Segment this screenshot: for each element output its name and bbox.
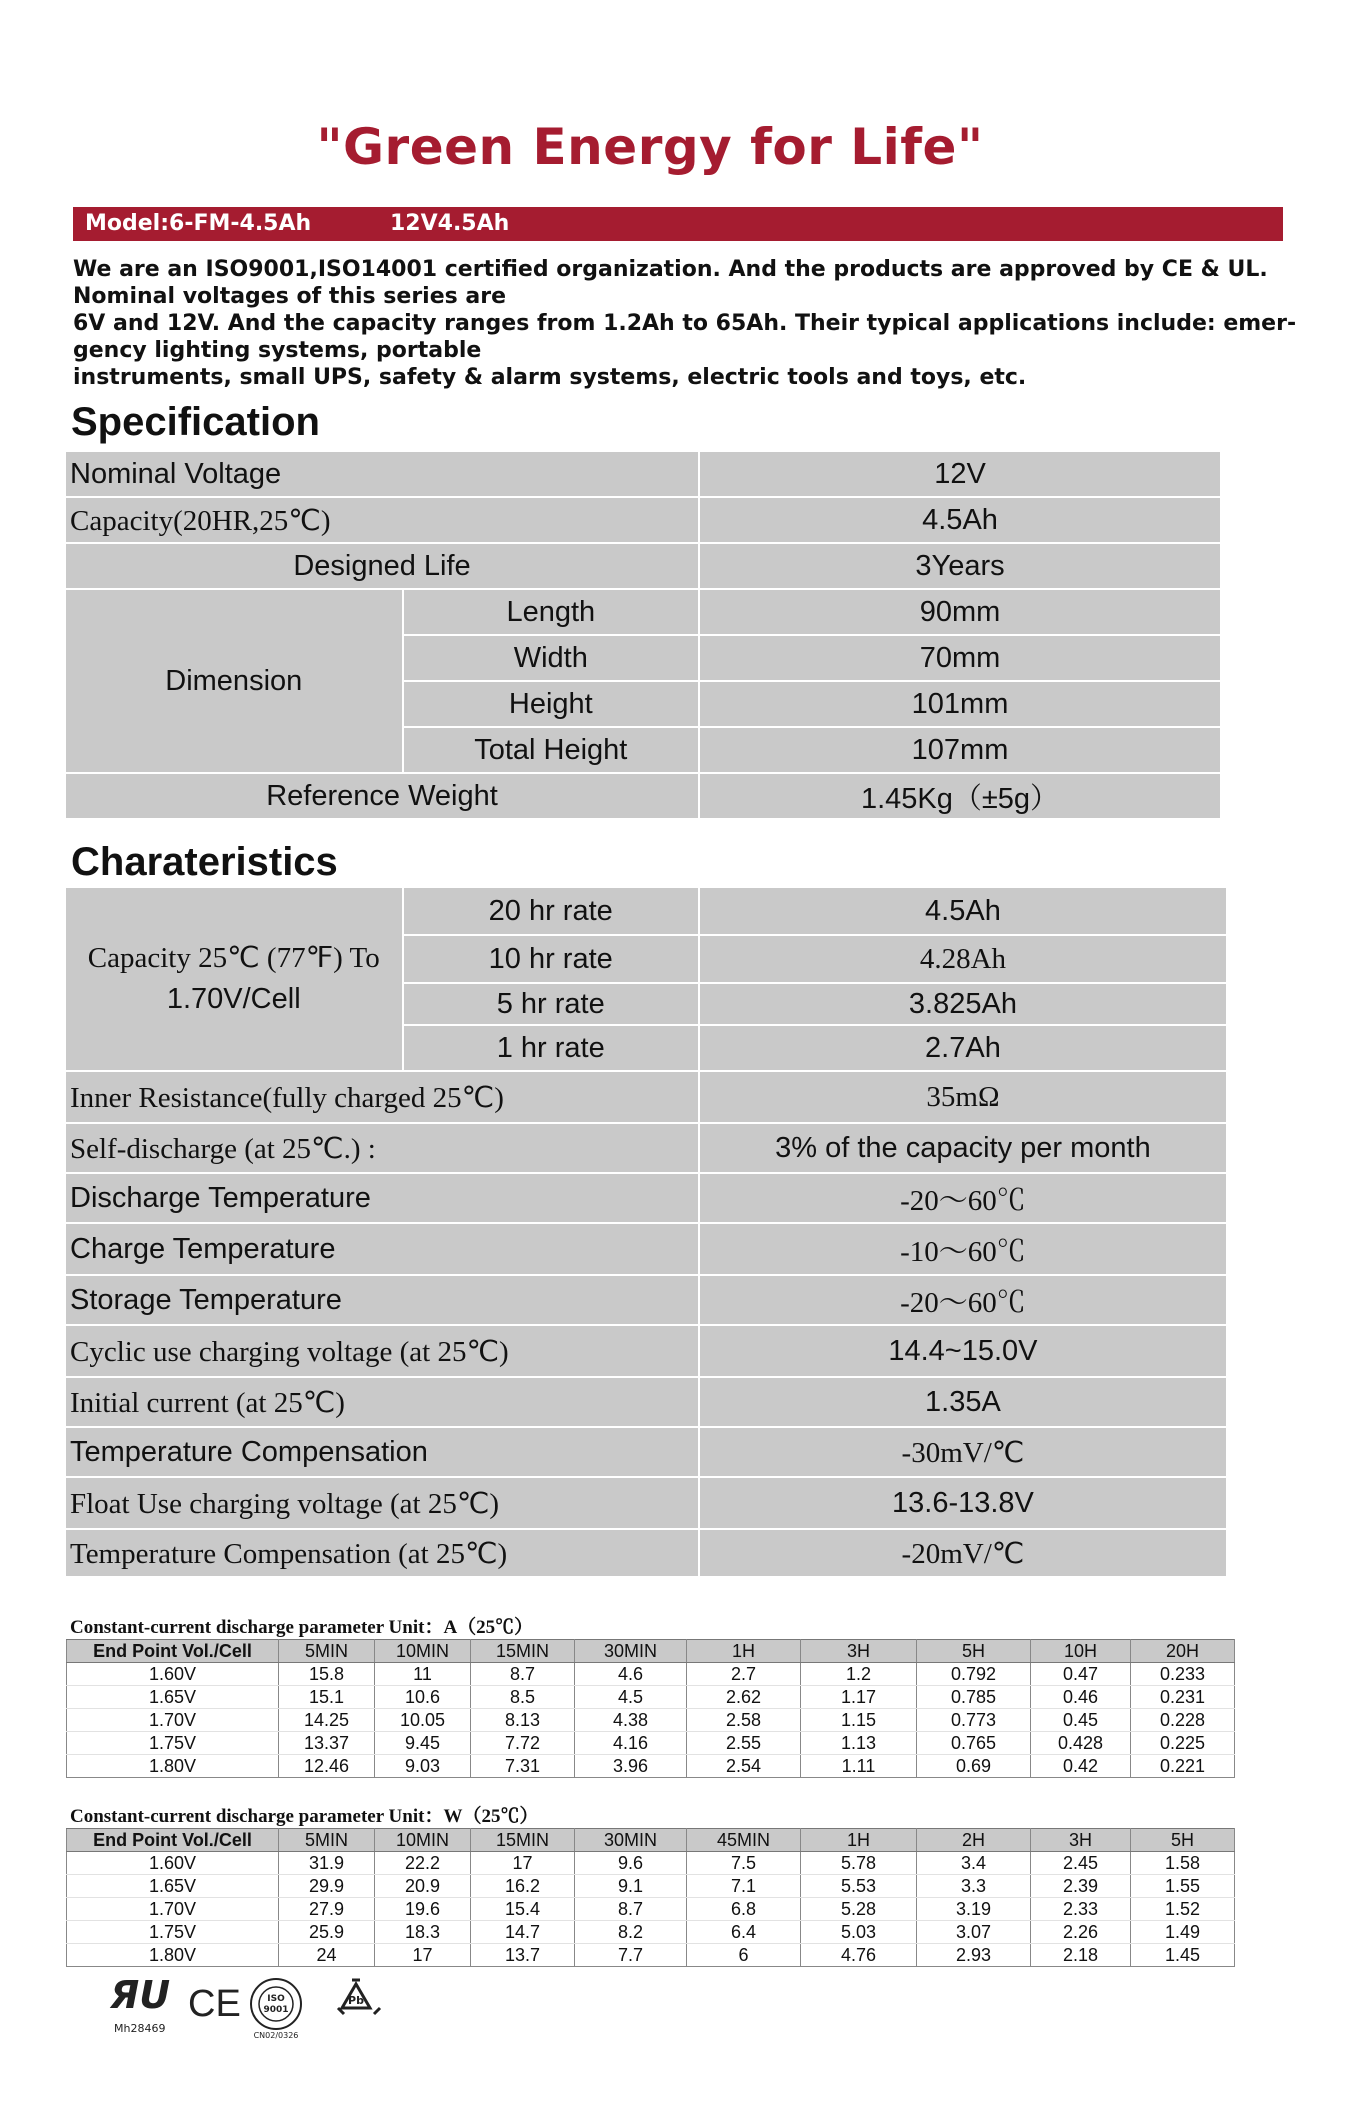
table-cell: 27.9 bbox=[279, 1898, 375, 1921]
table-cell: 17 bbox=[375, 1944, 471, 1967]
column-header: 30MIN bbox=[575, 1640, 687, 1663]
table-cell: 1.45 bbox=[1131, 1944, 1235, 1967]
table-cell: 2.93 bbox=[917, 1944, 1031, 1967]
end-point-voltage: 1.70V bbox=[67, 1709, 279, 1732]
column-header: 45MIN bbox=[687, 1829, 801, 1852]
discharge-w-table bbox=[66, 1828, 1235, 1967]
table-cell: 2.62 bbox=[687, 1686, 801, 1709]
char-value-float-voltage: 13.6-13.8V bbox=[699, 1477, 1227, 1529]
spec-label-nominal-voltage: Nominal Voltage bbox=[65, 451, 699, 497]
table-cell: 0.45 bbox=[1031, 1709, 1131, 1732]
table-cell: 31.9 bbox=[279, 1852, 375, 1875]
table-cell: 1.13 bbox=[801, 1732, 917, 1755]
table-cell: 12.46 bbox=[279, 1755, 375, 1778]
intro-text bbox=[73, 256, 1297, 391]
table-cell: 0.792 bbox=[917, 1663, 1031, 1686]
table-cell: 3.4 bbox=[917, 1852, 1031, 1875]
column-header: 15MIN bbox=[471, 1640, 575, 1663]
ul-code: Mh28469 bbox=[114, 2022, 166, 2035]
end-point-voltage: 1.75V bbox=[67, 1921, 279, 1944]
char-value-inner-resistance: 35mΩ bbox=[699, 1071, 1227, 1123]
column-header: 20H bbox=[1131, 1640, 1235, 1663]
table-cell: 5.53 bbox=[801, 1875, 917, 1898]
table-cell: 9.03 bbox=[375, 1755, 471, 1778]
end-point-voltage: 1.70V bbox=[67, 1898, 279, 1921]
characteristics-heading: Charateristics bbox=[71, 840, 338, 884]
char-rate-label: 10 hr rate bbox=[403, 935, 699, 983]
table-cell: 13.37 bbox=[279, 1732, 375, 1755]
table-cell: 2.7 bbox=[687, 1663, 801, 1686]
spec-label-dimension: Dimension bbox=[65, 589, 403, 773]
table-cell: 2.45 bbox=[1031, 1852, 1131, 1875]
table-cell: 0.47 bbox=[1031, 1663, 1131, 1686]
model-bar bbox=[73, 207, 1283, 241]
column-header: 5H bbox=[1131, 1829, 1235, 1852]
column-header: 3H bbox=[1031, 1829, 1131, 1852]
char-value-self-discharge: 3% of the capacity per month bbox=[699, 1123, 1227, 1173]
certification-logos bbox=[108, 1970, 428, 2040]
table-cell: 1.17 bbox=[801, 1686, 917, 1709]
table-cell: 0.221 bbox=[1131, 1755, 1235, 1778]
discharge-w-title: Constant-current discharge parameter Unit：W（25℃） bbox=[70, 1806, 539, 1827]
spec-label-width: Width bbox=[403, 635, 700, 681]
table-cell: 19.6 bbox=[375, 1898, 471, 1921]
table-cell: 4.76 bbox=[801, 1944, 917, 1967]
specification-heading: Specification bbox=[71, 400, 320, 444]
end-point-voltage: 1.75V bbox=[67, 1732, 279, 1755]
column-header: 30MIN bbox=[575, 1829, 687, 1852]
table-cell: 7.7 bbox=[575, 1944, 687, 1967]
table-cell: 6.8 bbox=[687, 1898, 801, 1921]
table-cell: 9.6 bbox=[575, 1852, 687, 1875]
recycle-pb-icon bbox=[338, 1980, 380, 2014]
table-row bbox=[67, 1663, 1235, 1686]
table-cell: 0.42 bbox=[1031, 1755, 1131, 1778]
column-header: 15MIN bbox=[471, 1829, 575, 1852]
iso-top: ISO bbox=[267, 1994, 285, 2004]
char-label-storage-temp: Storage Temperature bbox=[65, 1275, 699, 1325]
table-cell: 0.785 bbox=[917, 1686, 1031, 1709]
intro-line: We are an ISO9001,ISO14001 certified organization. And the products are approved by CE & UL. bbox=[73, 257, 1268, 282]
table-cell: 0.428 bbox=[1031, 1732, 1131, 1755]
table-row bbox=[67, 1921, 1235, 1944]
column-header: 10H bbox=[1031, 1640, 1131, 1663]
spec-value-total-height: 107mm bbox=[699, 727, 1221, 773]
table-row bbox=[67, 1709, 1235, 1732]
table-cell: 0.69 bbox=[917, 1755, 1031, 1778]
ce-mark-icon bbox=[188, 1983, 241, 2025]
char-capacity-line2: 1.70V/Cell bbox=[166, 983, 301, 1015]
table-cell: 2.33 bbox=[1031, 1898, 1131, 1921]
iso-bottom: CN02/0326 bbox=[253, 2031, 299, 2040]
table-cell: 15.4 bbox=[471, 1898, 575, 1921]
table-cell: 8.5 bbox=[471, 1686, 575, 1709]
table-cell: 10.6 bbox=[375, 1686, 471, 1709]
table-cell: 5.28 bbox=[801, 1898, 917, 1921]
table-cell: 7.72 bbox=[471, 1732, 575, 1755]
column-header: End Point Vol./Cell bbox=[67, 1640, 279, 1663]
char-label-capacity bbox=[65, 887, 403, 1071]
char-label-temp-comp-2: Temperature Compensation (at 25℃) bbox=[65, 1529, 699, 1577]
table-cell: 2.55 bbox=[687, 1732, 801, 1755]
char-value-temp-comp-2: -20mV/℃ bbox=[699, 1529, 1227, 1577]
column-header: 3H bbox=[801, 1640, 917, 1663]
svg-text:ЯU: ЯU bbox=[110, 1973, 171, 2017]
table-cell: 8.7 bbox=[471, 1663, 575, 1686]
char-label-initial-current: Initial current (at 25℃) bbox=[65, 1377, 699, 1427]
table-cell: 0.228 bbox=[1131, 1709, 1235, 1732]
table-cell: 8.2 bbox=[575, 1921, 687, 1944]
table-cell: 1.49 bbox=[1131, 1921, 1235, 1944]
char-label-charge-temp: Charge Temperature bbox=[65, 1223, 699, 1275]
spec-value-nominal-voltage: 12V bbox=[699, 451, 1221, 497]
char-label-discharge-temp: Discharge Temperature bbox=[65, 1173, 699, 1223]
end-point-voltage: 1.80V bbox=[67, 1755, 279, 1778]
table-row bbox=[67, 1686, 1235, 1709]
column-header: 10MIN bbox=[375, 1640, 471, 1663]
specification-table bbox=[64, 450, 1222, 820]
column-header: 5H bbox=[917, 1640, 1031, 1663]
discharge-a-table bbox=[66, 1639, 1235, 1778]
spec-value-width: 70mm bbox=[699, 635, 1221, 681]
table-cell: 16.2 bbox=[471, 1875, 575, 1898]
char-value-initial-current: 1.35A bbox=[699, 1377, 1227, 1427]
table-cell: 1.2 bbox=[801, 1663, 917, 1686]
char-label-cyclic-voltage: Cyclic use charging voltage (at 25℃) bbox=[65, 1325, 699, 1377]
table-cell: 2.26 bbox=[1031, 1921, 1131, 1944]
char-label-self-discharge: Self-discharge (at 25℃.) : bbox=[65, 1123, 699, 1173]
table-cell: 14.7 bbox=[471, 1921, 575, 1944]
spec-label-designed-life: Designed Life bbox=[65, 543, 699, 589]
table-cell: 17 bbox=[471, 1852, 575, 1875]
table-cell: 15.8 bbox=[279, 1663, 375, 1686]
table-row bbox=[67, 1755, 1235, 1778]
table-cell: 6.4 bbox=[687, 1921, 801, 1944]
spec-value-length: 90mm bbox=[699, 589, 1221, 635]
table-cell: 18.3 bbox=[375, 1921, 471, 1944]
table-cell: 5.03 bbox=[801, 1921, 917, 1944]
table-cell: 7.31 bbox=[471, 1755, 575, 1778]
table-header-row bbox=[67, 1829, 1235, 1852]
table-cell: 29.9 bbox=[279, 1875, 375, 1898]
table-cell: 15.1 bbox=[279, 1686, 375, 1709]
char-capacity-line1: Capacity 25℃ (77℉) To bbox=[87, 942, 380, 974]
spec-label-height: Height bbox=[403, 681, 700, 727]
table-cell: 3.3 bbox=[917, 1875, 1031, 1898]
table-cell: 13.7 bbox=[471, 1944, 575, 1967]
table-cell: 3.07 bbox=[917, 1921, 1031, 1944]
column-header: 1H bbox=[801, 1829, 917, 1852]
table-cell: 0.765 bbox=[917, 1732, 1031, 1755]
table-header-row bbox=[67, 1640, 1235, 1663]
table-cell: 6 bbox=[687, 1944, 801, 1967]
table-cell: 9.45 bbox=[375, 1732, 471, 1755]
spec-value-reference-weight: 1.45Kg（±5g） bbox=[699, 773, 1221, 819]
ul-recognized-icon bbox=[109, 1973, 170, 2035]
char-value-cyclic-voltage: 14.4~15.0V bbox=[699, 1325, 1227, 1377]
char-value-charge-temp: -10～60℃ bbox=[699, 1223, 1227, 1275]
char-rate-label: 1 hr rate bbox=[403, 1025, 699, 1071]
table-cell: 2.54 bbox=[687, 1755, 801, 1778]
ce-text: CE bbox=[188, 1983, 241, 2025]
iso9001-seal-icon bbox=[251, 1979, 301, 2040]
table-cell: 2.58 bbox=[687, 1709, 801, 1732]
spec-label-capacity: Capacity(20HR,25℃) bbox=[65, 497, 699, 543]
column-header: 5MIN bbox=[279, 1829, 375, 1852]
char-rate-value: 2.7Ah bbox=[699, 1025, 1227, 1071]
table-cell: 5.78 bbox=[801, 1852, 917, 1875]
char-label-float-voltage: Float Use charging voltage (at 25℃) bbox=[65, 1477, 699, 1529]
spec-label-reference-weight: Reference Weight bbox=[65, 773, 699, 819]
table-cell: 20.9 bbox=[375, 1875, 471, 1898]
table-cell: 8.7 bbox=[575, 1898, 687, 1921]
table-cell: 14.25 bbox=[279, 1709, 375, 1732]
table-row bbox=[67, 1898, 1235, 1921]
table-cell: 22.2 bbox=[375, 1852, 471, 1875]
intro-line: 6V and 12V. And the capacity ranges from 1.2Ah to 65Ah. Their typical applications include: emer- bbox=[73, 311, 1297, 336]
intro-line: instruments, small UPS, safety & alarm systems, electric tools and toys, etc. bbox=[73, 365, 1027, 390]
char-value-temp-comp-1: -30mV/℃ bbox=[699, 1427, 1227, 1477]
table-cell: 4.6 bbox=[575, 1663, 687, 1686]
table-cell: 24 bbox=[279, 1944, 375, 1967]
char-label-inner-resistance: Inner Resistance(fully charged 25℃) bbox=[65, 1071, 699, 1123]
table-cell: 7.1 bbox=[687, 1875, 801, 1898]
page-title: "Green Energy for Life" bbox=[316, 118, 984, 176]
table-cell: 8.13 bbox=[471, 1709, 575, 1732]
char-rate-value: 4.28Ah bbox=[699, 935, 1227, 983]
model-name: Model:6-FM-4.5Ah bbox=[85, 211, 312, 236]
table-cell: 11 bbox=[375, 1663, 471, 1686]
end-point-voltage: 1.60V bbox=[67, 1663, 279, 1686]
end-point-voltage: 1.65V bbox=[67, 1875, 279, 1898]
char-rate-label: 5 hr rate bbox=[403, 983, 699, 1025]
table-cell: 3.96 bbox=[575, 1755, 687, 1778]
char-rate-value: 3.825Ah bbox=[699, 983, 1227, 1025]
column-header: 2H bbox=[917, 1829, 1031, 1852]
table-cell: 25.9 bbox=[279, 1921, 375, 1944]
intro-line: Nominal voltages of this series are bbox=[73, 284, 506, 309]
end-point-voltage: 1.65V bbox=[67, 1686, 279, 1709]
table-cell: 9.1 bbox=[575, 1875, 687, 1898]
column-header: End Point Vol./Cell bbox=[67, 1829, 279, 1852]
column-header: 5MIN bbox=[279, 1640, 375, 1663]
char-rate-value: 4.5Ah bbox=[699, 887, 1227, 935]
table-cell: 0.233 bbox=[1131, 1663, 1235, 1686]
table-cell: 1.58 bbox=[1131, 1852, 1235, 1875]
table-cell: 4.16 bbox=[575, 1732, 687, 1755]
table-cell: 1.55 bbox=[1131, 1875, 1235, 1898]
table-cell: 1.52 bbox=[1131, 1898, 1235, 1921]
iso-mid: 9001 bbox=[263, 2005, 289, 2015]
char-label-temp-comp-1: Temperature Compensation bbox=[65, 1427, 699, 1477]
table-cell: 0.231 bbox=[1131, 1686, 1235, 1709]
column-header: 1H bbox=[687, 1640, 801, 1663]
table-cell: 10.05 bbox=[375, 1709, 471, 1732]
spec-label-length: Length bbox=[403, 589, 700, 635]
spec-label-total-height: Total Height bbox=[403, 727, 700, 773]
table-cell: 4.5 bbox=[575, 1686, 687, 1709]
table-row bbox=[67, 1732, 1235, 1755]
characteristics-table bbox=[64, 886, 1228, 1578]
end-point-voltage: 1.60V bbox=[67, 1852, 279, 1875]
spec-value-designed-life: 3Years bbox=[699, 543, 1221, 589]
table-row bbox=[67, 1944, 1235, 1967]
table-cell: 4.38 bbox=[575, 1709, 687, 1732]
char-value-discharge-temp: -20～60℃ bbox=[699, 1173, 1227, 1223]
discharge-a-title: Constant-current discharge parameter Unit：A（25℃） bbox=[70, 1617, 534, 1638]
table-row bbox=[67, 1875, 1235, 1898]
table-cell: 1.11 bbox=[801, 1755, 917, 1778]
end-point-voltage: 1.80V bbox=[67, 1944, 279, 1967]
intro-line: gency lighting systems, portable bbox=[73, 338, 482, 363]
model-rating: 12V4.5Ah bbox=[390, 211, 510, 236]
table-cell: 7.5 bbox=[687, 1852, 801, 1875]
pb-text: Pb bbox=[348, 1994, 364, 2007]
table-cell: 3.19 bbox=[917, 1898, 1031, 1921]
table-cell: 0.773 bbox=[917, 1709, 1031, 1732]
table-cell: 2.39 bbox=[1031, 1875, 1131, 1898]
table-cell: 0.225 bbox=[1131, 1732, 1235, 1755]
table-cell: 0.46 bbox=[1031, 1686, 1131, 1709]
char-rate-label: 20 hr rate bbox=[403, 887, 699, 935]
table-cell: 1.15 bbox=[801, 1709, 917, 1732]
spec-value-height: 101mm bbox=[699, 681, 1221, 727]
column-header: 10MIN bbox=[375, 1829, 471, 1852]
table-cell: 2.18 bbox=[1031, 1944, 1131, 1967]
table-row bbox=[67, 1852, 1235, 1875]
spec-value-capacity: 4.5Ah bbox=[699, 497, 1221, 543]
char-value-storage-temp: -20～60℃ bbox=[699, 1275, 1227, 1325]
